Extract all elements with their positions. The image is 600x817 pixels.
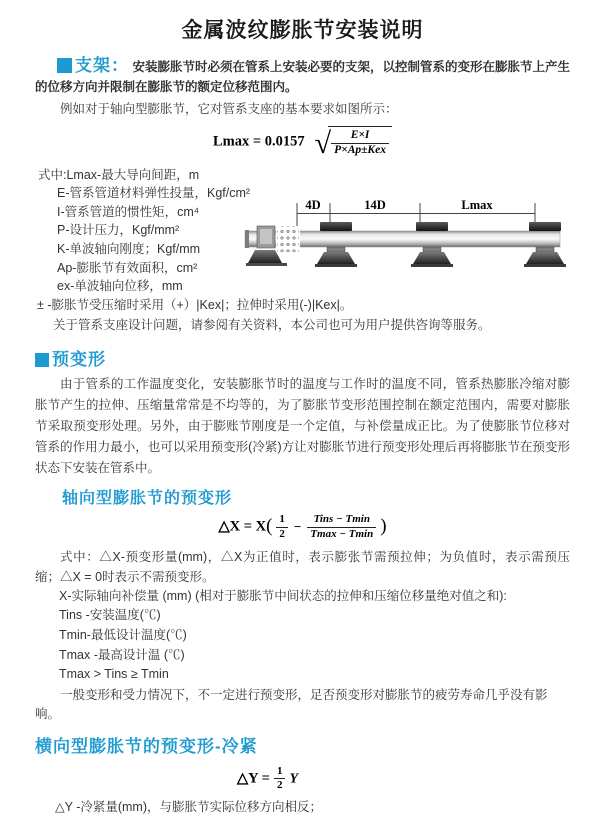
radical-sign-icon: √ — [314, 126, 332, 160]
fraction-numerator: 1 — [274, 765, 286, 779]
definition-line: I-管系管道的惯性矩，cm⁴ — [57, 204, 200, 219]
definition-line: ex-单波轴向位移，mm — [57, 279, 183, 294]
axial-note-line: 一般变形和受力情况下，不一定进行预变形，足否预变形对膨胀节的疲劳寿命几乎没有影响。 — [35, 687, 548, 721]
fraction-denominator: 2 — [279, 527, 285, 540]
bellows-icon — [276, 226, 300, 252]
one-half-fraction — [276, 513, 288, 540]
fraction-denominator: 2 — [276, 778, 283, 791]
formula-lhs: △X = X — [218, 518, 267, 535]
definition-line: P-设计压力，Kgf/mm² — [57, 223, 180, 238]
lmax-formula — [35, 126, 570, 158]
blue-square-icon — [57, 58, 72, 73]
formula-rhs: Y — [289, 771, 299, 787]
dim-label-14d: 14D — [364, 197, 386, 212]
blue-square-icon — [35, 353, 49, 367]
open-paren: ( — [266, 516, 273, 538]
fraction-denominator: Tmax − Tmin — [310, 527, 374, 540]
pipe-support-diagram — [243, 196, 573, 274]
temperature-fraction — [307, 513, 376, 540]
parameter-line: Tmax -最高设计温 (℃) — [59, 647, 185, 662]
definition-line: 式中:Lmax-最大导向间距，m — [38, 167, 200, 182]
parameter-line: Tmin-最低设计温度(℃) — [59, 627, 187, 642]
radicand — [328, 126, 392, 158]
lateral-predeform-formula — [35, 765, 500, 792]
definition-line: E-管系管道材料弹性投量，Kgf/cm² — [57, 186, 251, 201]
fraction — [331, 129, 389, 158]
square-root — [315, 126, 392, 158]
support-example-line: 例如对于轴向型膨胀节，它对管系支座的基本要求如图所示： — [60, 102, 398, 116]
minus-sign: − — [293, 519, 302, 535]
parameter-line: Tmax > Tins ≥ Tmin — [59, 667, 169, 682]
formula-lhs: △Y = — [236, 770, 270, 787]
pipe-end-cap — [245, 230, 249, 248]
fraction-denominator: P×Ap±Kex — [334, 143, 386, 156]
axial-formula-explanation: 式中：△X-预变形量(mm)，△X为正值时，表示膨张节需预拉伸；为负值时，表示需预压缩；△X = 0时表示不需预变形。 — [35, 549, 570, 584]
axial-subsection-heading: 轴向型膨胀节的预变形 — [62, 490, 233, 508]
one-half-fraction — [274, 765, 286, 792]
support-intro-paragraph — [35, 56, 570, 97]
predeform-section-heading — [35, 345, 570, 370]
axial-predeform-formula — [35, 513, 570, 540]
fraction-numerator: E×I — [331, 129, 389, 144]
dimension-labels — [305, 198, 493, 212]
close-paren: ) — [380, 516, 387, 538]
predeform-body-paragraph: 由于管系的工作温度变化，安装膨胀节时的温度与工作时的温度不同，管系热膨胀冷缩对膨胀节产生的拉伸、压缩量常常是不均等的，为了膨胀节变形范围控制在额定范围内，需要对膨胀节采取预变形处理。另外，由于膨账节刚度是一个定值，与补偿量成正比。为了使膨胀节位移对管系的作用力最小，也可以采用预变形(冷紧)方让对膨胀节进行预变形处理后再将膨胀节在预变形状态下安装在管系中。 — [35, 377, 570, 476]
fraction-numerator: Tins − Tmin — [307, 513, 376, 527]
support-note-line: 关于管系支座设计问题，请参阅有关资料，本公司也可为用户提供咨询等服务。 — [53, 318, 491, 333]
lateral-note-line: △Y -冷紧量(mm)，与膨胀节实际位移方向相反； — [55, 800, 323, 815]
lateral-subsection-heading: 横向型膨胀节的预变形-冷紧 — [35, 736, 258, 756]
definition-line: Ap-膨胀节有效面积，cm² — [57, 260, 198, 275]
dim-label-lmax: Lmax — [461, 197, 493, 212]
definition-line: ± -膨胀节受压缩时采用（+）|Kex|；拉伸时采用(-)|Kex|。 — [37, 297, 353, 312]
dim-label-4d: 4D — [305, 197, 321, 212]
definition-line: K-单波轴向刚度；Kgf/mm — [57, 241, 201, 256]
parameter-line: Tins -安装温度(℃) — [59, 608, 161, 623]
support-section-heading: 支架： — [75, 56, 129, 75]
definitions-and-diagram — [35, 166, 570, 315]
fraction-numerator: 1 — [276, 513, 288, 527]
parameter-line: X-实际轴向补偿量 (mm) (相对于膨胀节中间状态的拉伸和压缩位移量绝对值之和): — [59, 588, 507, 603]
page-title: 金属波纹膨胀节安装说明 — [181, 19, 424, 42]
support-intro-text: 安装膨胀节时必须在管系上安装必要的支架，以控制管系的变形在膨胀节上产生的位移方向并限制在膨胀节的额定位移范围内。 — [35, 60, 570, 94]
axial-parameter-list — [35, 587, 570, 685]
predeform-heading-text: 预变形 — [52, 350, 106, 370]
formula-lhs: Lmax = 0.0157 — [213, 133, 305, 150]
